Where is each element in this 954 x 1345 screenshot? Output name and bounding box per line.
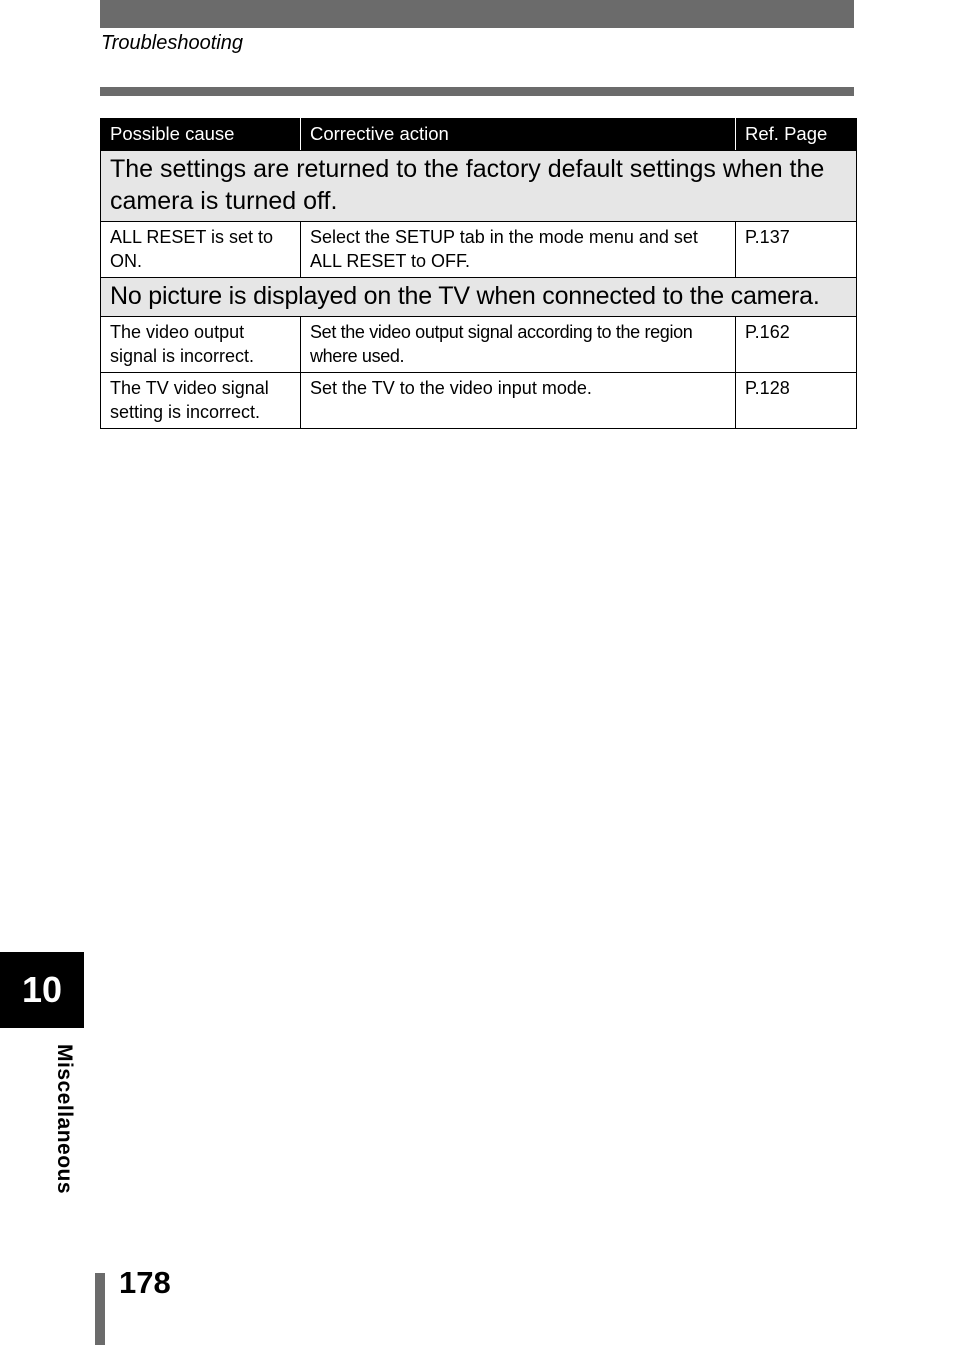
chapter-number-tab: 10: [0, 952, 84, 1028]
table-row: [101, 373, 857, 429]
symptom-row: [101, 278, 857, 317]
section-rule: [100, 87, 854, 96]
action-cell: Set the TV to the video input mode.: [301, 373, 736, 429]
table-row: [101, 222, 857, 278]
top-header-bar: [100, 0, 854, 28]
action-cell: Select the SETUP tab in the mode menu and set ALL RESET to OFF.: [301, 222, 736, 278]
cause-cell: The TV video signal setting is incorrect.: [101, 373, 301, 429]
page-number-bar: [95, 1273, 105, 1345]
symptom-row: [101, 151, 857, 222]
table-row: [101, 317, 857, 373]
ref-page-cell: P.137: [736, 222, 857, 278]
symptom-text: No picture is displayed on the TV when connected to the camera.: [101, 278, 857, 317]
column-header-ref: Ref. Page: [736, 119, 857, 151]
chapter-label: Miscellaneous: [53, 1044, 76, 1195]
ref-page-cell: P.128: [736, 373, 857, 429]
table-header-row: [101, 119, 857, 151]
action-cell: Set the video output signal according to the region where used.: [301, 317, 736, 373]
cause-cell: The video output signal is incorrect.: [101, 317, 301, 373]
page-number: 178: [119, 1265, 171, 1300]
section-title: Troubleshooting: [101, 32, 243, 54]
ref-page-cell: P.162: [736, 317, 857, 373]
troubleshooting-table: [100, 118, 857, 429]
column-header-action: Corrective action: [301, 119, 736, 151]
column-header-cause: Possible cause: [101, 119, 301, 151]
symptom-text: The settings are returned to the factory default settings when the camera is turned off.: [101, 151, 857, 222]
cause-cell: ALL RESET is set to ON.: [101, 222, 301, 278]
